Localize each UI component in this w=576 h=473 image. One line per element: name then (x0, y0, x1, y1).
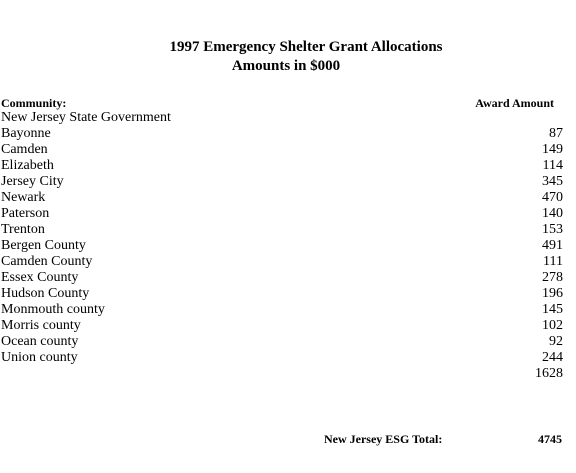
table-row (0, 158, 563, 174)
table-row (0, 190, 563, 206)
table-row (0, 238, 563, 254)
table-row (0, 174, 563, 190)
row-amount: 278 (542, 270, 563, 285)
row-community: Morris county (1, 318, 81, 333)
header-community: Community: (1, 96, 67, 110)
allocation-table (0, 110, 563, 382)
row-amount: 111 (543, 254, 563, 269)
table-row (0, 318, 563, 334)
row-amount: 244 (542, 350, 563, 365)
row-community: Essex County (1, 270, 79, 285)
row-community: Trenton (1, 222, 45, 237)
row-community: Union county (1, 350, 78, 365)
header-award-amount: Award Amount (475, 96, 554, 110)
row-community: Bayonne (1, 126, 51, 141)
row-amount: 196 (542, 286, 563, 301)
row-amount: 149 (542, 142, 563, 157)
table-row (0, 254, 563, 270)
row-community: Camden County (1, 254, 93, 269)
row-community: Monmouth county (1, 302, 105, 317)
row-amount: 140 (542, 206, 563, 221)
table-row (0, 126, 563, 142)
grand-total (0, 431, 562, 447)
row-amount: 87 (549, 126, 563, 141)
table-row-subtotal (0, 366, 563, 382)
row-community: Jersey City (1, 174, 64, 189)
table-row (0, 206, 563, 222)
table-row (0, 286, 563, 302)
document-title: 1997 Emergency Shelter Grant Allocations (169, 39, 443, 55)
row-community: Ocean county (1, 334, 79, 349)
table-row (0, 334, 563, 350)
table-row (0, 350, 563, 366)
row-community: Camden (1, 142, 48, 157)
row-amount: 1628 (535, 366, 563, 381)
document-subtitle: Amounts in $000 (231, 58, 341, 74)
row-community: Paterson (1, 206, 50, 221)
row-amount: 345 (542, 174, 563, 189)
table-row (0, 222, 563, 238)
row-amount: 491 (542, 238, 563, 253)
row-community: New Jersey State Government (1, 110, 171, 125)
row-amount: 145 (542, 302, 563, 317)
table-row (0, 302, 563, 318)
row-amount: 153 (542, 222, 563, 237)
total-label: New Jersey ESG Total: (324, 432, 443, 446)
row-community: Newark (1, 190, 46, 205)
table-row (0, 270, 563, 286)
total-value: 4745 (538, 432, 562, 446)
row-community: Bergen County (1, 238, 86, 253)
table-row (0, 142, 563, 158)
row-amount: 92 (549, 334, 563, 349)
table-header (0, 95, 556, 111)
row-community: Elizabeth (1, 158, 54, 173)
row-amount: 470 (542, 190, 563, 205)
table-row (0, 110, 563, 126)
row-amount: 102 (542, 318, 563, 333)
row-community: Hudson County (1, 286, 90, 301)
row-amount: 114 (542, 158, 563, 173)
